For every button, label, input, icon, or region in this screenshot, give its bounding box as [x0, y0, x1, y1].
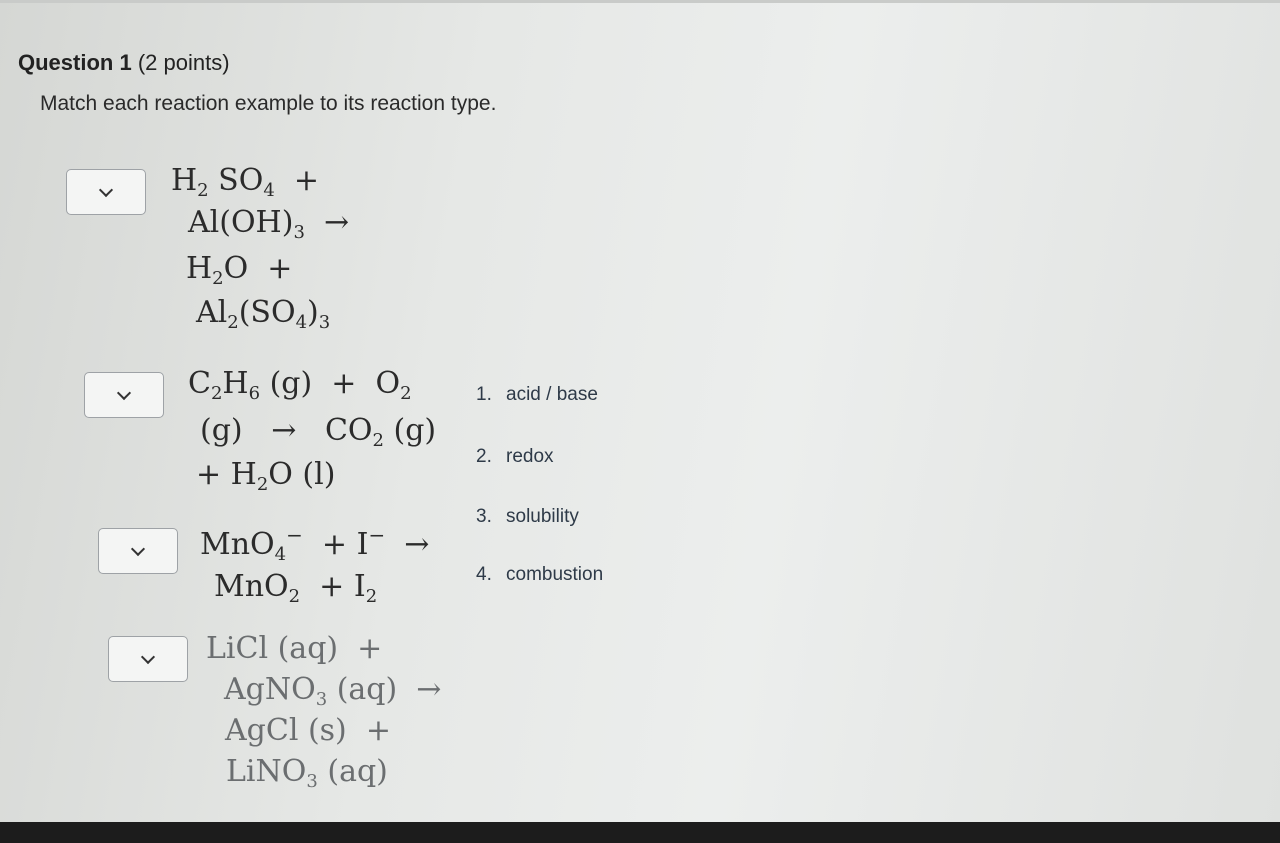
screen-bottom-bezel — [0, 822, 1280, 843]
option-1-label: acid / base — [506, 384, 598, 405]
option-3-number: 3. — [476, 506, 492, 527]
chevron-down-icon — [117, 386, 131, 400]
reaction-3-select[interactable] — [98, 528, 178, 574]
reaction-1-select[interactable] — [66, 169, 146, 215]
reaction-2-select[interactable] — [84, 372, 164, 418]
question-points: (2 points) — [137, 50, 230, 75]
reaction-1-line-1: $H_2$ $SO_4$ + — [171, 163, 319, 201]
reaction-4-line-4: LiNO$_3$ (aq) — [226, 754, 388, 792]
reaction-2-line-1: $C_2H_6$ $(g) + O_2$ — [188, 366, 412, 404]
chevron-down-icon — [141, 650, 155, 664]
option-2-number: 2. — [476, 446, 492, 467]
option-3-label: solubility — [506, 506, 579, 527]
reaction-4-line-3: AgCl (s) + — [225, 713, 391, 748]
option-4-label: combustion — [506, 564, 604, 585]
option-1-number: 1. — [476, 384, 492, 405]
option-1 — [476, 384, 598, 406]
option-4-number: 4. — [476, 564, 492, 585]
reaction-4-line-2: AgNO$_3$ (aq) → — [224, 672, 442, 710]
chevron-down-icon — [99, 183, 113, 197]
reaction-4-line-1: LiCl (aq) + — [206, 631, 383, 666]
option-4 — [476, 564, 603, 586]
question-prompt: Match each reaction example to its reaction type. — [40, 92, 497, 115]
option-3 — [476, 506, 579, 528]
question-number: Question 1 — [18, 50, 132, 75]
reaction-4-select[interactable] — [108, 636, 188, 682]
reaction-2-line-2: $(g) \to CO_2$ (g) — [200, 413, 437, 451]
reaction-1-line-3: $H_2O$ + — [186, 251, 293, 289]
reaction-2-line-3: + $H_2O$ (l) — [196, 457, 336, 495]
option-2-label: redox — [506, 446, 554, 467]
chevron-down-icon — [131, 542, 145, 556]
reaction-1-line-4: $Al_2(SO_4)_3$ — [196, 295, 331, 333]
reaction-1-line-2: $Al(OH)_3$ → — [188, 205, 350, 243]
top-border — [0, 0, 1280, 3]
option-2 — [476, 446, 554, 468]
reaction-3-line-1: MnO$_4$− + I− → — [200, 523, 430, 565]
question-title — [18, 50, 230, 76]
reaction-3-line-2: $MnO_2 + I_2$ — [214, 569, 378, 607]
